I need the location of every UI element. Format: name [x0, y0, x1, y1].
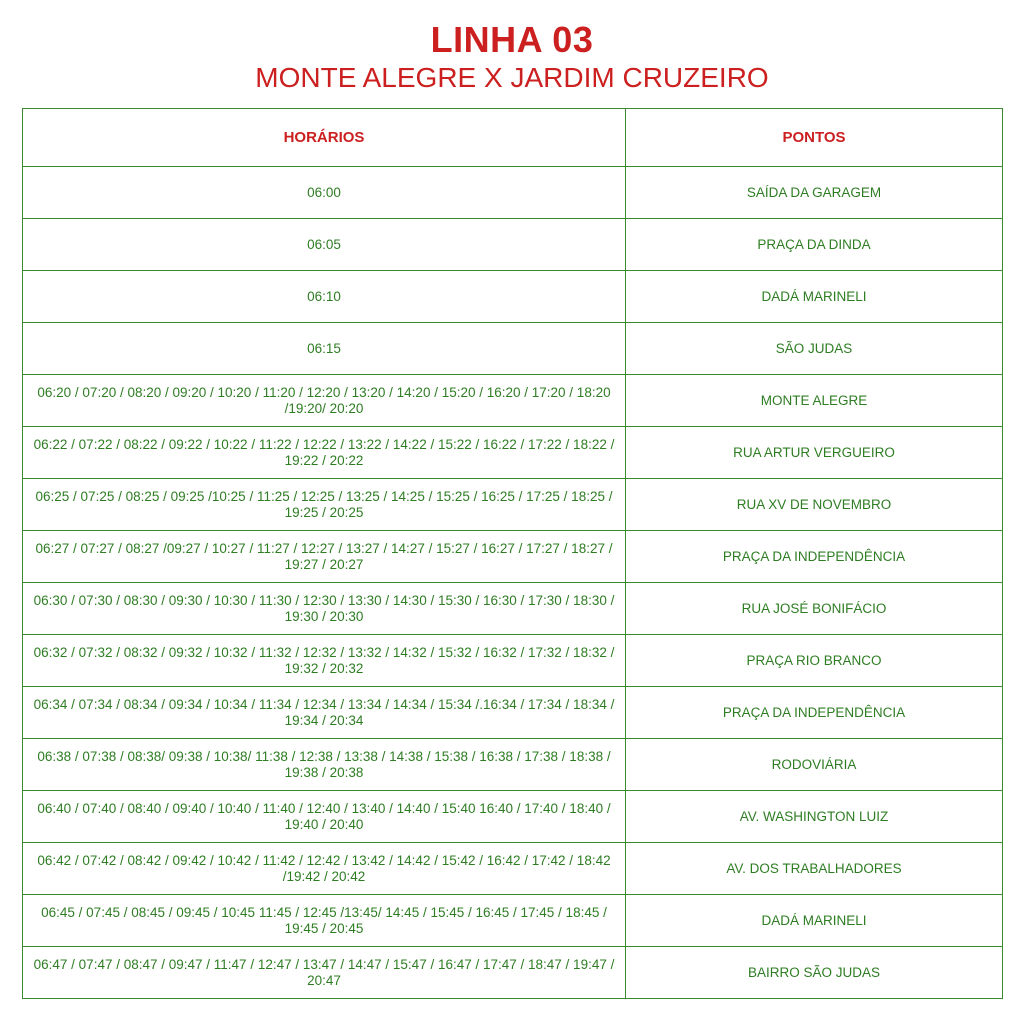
table-row: [23, 271, 1003, 323]
table-row: [23, 739, 1003, 791]
schedule-times-cell: [23, 843, 626, 895]
stop-name-cell: RODOVIÁRIA: [626, 739, 1003, 791]
table-row: [23, 219, 1003, 271]
stop-name-cell: RUA ARTUR VERGUEIRO: [626, 427, 1003, 479]
table-row: [23, 635, 1003, 687]
schedule-times: 06:45 / 07:45 / 08:45 / 09:45 / 10:45 11:45 / 12:45 /13:45/ 14:45 / 15:45 / 16:45 / 17:45 / 18:45 / 19:45 / 20:45: [41, 904, 607, 936]
schedule-times: 06:47 / 07:47 / 08:47 / 09:47 / 11:47 / 12:47 / 13:47 / 14:47 / 15:47 / 16:47 / 17:47 / 18:47 / 19:47 / 20:47: [33, 956, 615, 988]
stop-name-cell: PRAÇA RIO BRANCO: [626, 635, 1003, 687]
column-header-pontos: PONTOS: [626, 109, 1003, 167]
table-row: [23, 167, 1003, 219]
stop-name-cell: SÃO JUDAS: [626, 323, 1003, 375]
schedule-times-cell: [23, 687, 626, 739]
table-row: [23, 531, 1003, 583]
schedule-times-cell: [23, 323, 626, 375]
schedule-times-cell: [23, 635, 626, 687]
table-row: [23, 843, 1003, 895]
schedule-times-cell: [23, 375, 626, 427]
schedule-times-cell: [23, 427, 626, 479]
stop-name-cell: SAÍDA DA GARAGEM: [626, 167, 1003, 219]
schedule-times-cell: [23, 895, 626, 947]
schedule-times: 06:05: [307, 236, 341, 252]
schedule-times-cell: [23, 479, 626, 531]
table-body: [23, 167, 1003, 999]
stop-name-cell: PRAÇA DA DINDA: [626, 219, 1003, 271]
stop-name-cell: PRAÇA DA INDEPENDÊNCIA: [626, 531, 1003, 583]
table-row: [23, 791, 1003, 843]
stop-name-cell: AV. DOS TRABALHADORES: [626, 843, 1003, 895]
stop-name-cell: RUA XV DE NOVEMBRO: [626, 479, 1003, 531]
schedule-times-cell: [23, 739, 626, 791]
table-header-row: [23, 109, 1003, 167]
schedule-times-cell: [23, 531, 626, 583]
schedule-times-cell: [23, 947, 626, 999]
table-row: [23, 947, 1003, 999]
schedule-times: 06:22 / 07:22 / 08:22 / 09:22 / 10:22 / 11:22 / 12:22 / 13:22 / 14:22 / 15:22 / 16:22 / 17:22 / 18:22 / 19:22 / 20:22: [33, 436, 615, 468]
schedule-times: 06:25 / 07:25 / 08:25 / 09:25 /10:25 / 11:25 / 12:25 / 13:25 / 14:25 / 15:25 / 16:25 / 17:25 / 18:25 / 19:25 / 20:25: [35, 488, 613, 520]
stop-name-cell: RUA JOSÉ BONIFÁCIO: [626, 583, 1003, 635]
stop-name-cell: AV. WASHINGTON LUIZ: [626, 791, 1003, 843]
stop-name-cell: DADÁ MARINELI: [626, 271, 1003, 323]
route-subtitle: MONTE ALEGRE X JARDIM CRUZEIRO: [255, 62, 769, 93]
stop-name-cell: BAIRRO SÃO JUDAS: [626, 947, 1003, 999]
schedule-times-cell: [23, 583, 626, 635]
schedule-table: [22, 108, 1003, 999]
schedule-times: 06:27 / 07:27 / 08:27 /09:27 / 10:27 / 11:27 / 12:27 / 13:27 / 14:27 / 15:27 / 16:27 / 17:27 / 18:27 / 19:27 / 20:27: [35, 540, 613, 572]
table-row: [23, 375, 1003, 427]
schedule-times-cell: [23, 219, 626, 271]
table-row: [23, 895, 1003, 947]
table-row: [23, 583, 1003, 635]
table-row: [23, 687, 1003, 739]
schedule-times: 06:34 / 07:34 / 08:34 / 09:34 / 10:34 / 11:34 / 12:34 / 13:34 / 14:34 / 15:34 /.16:34 / 17:34 / 18:34 / 19:34 / 20:34: [33, 696, 615, 728]
schedule-times: 06:20 / 07:20 / 08:20 / 09:20 / 10:20 / 11:20 / 12:20 / 13:20 / 14:20 / 15:20 / 16:20 / 17:20 / 18:20 /19:20/ 20:20: [37, 384, 611, 416]
column-header-horarios: HORÁRIOS: [23, 109, 626, 167]
schedule-times-cell: [23, 791, 626, 843]
stop-name-cell: MONTE ALEGRE: [626, 375, 1003, 427]
schedule-times-cell: [23, 271, 626, 323]
schedule-times: 06:10: [307, 288, 341, 304]
table-row: [23, 323, 1003, 375]
schedule-times: 06:30 / 07:30 / 08:30 / 09:30 / 10:30 / 11:30 / 12:30 / 13:30 / 14:30 / 15:30 / 16:30 / 17:30 / 18:30 / 19:30 / 20:30: [33, 592, 615, 624]
schedule-times: 06:00: [307, 184, 341, 200]
schedule-times: 06:42 / 07:42 / 08:42 / 09:42 / 10:42 / 11:42 / 12:42 / 13:42 / 14:42 / 15:42 / 16:42 / 17:42 / 18:42 /19:42 / 20:42: [37, 852, 611, 884]
schedule-times: 06:32 / 07:32 / 08:32 / 09:32 / 10:32 / 11:32 / 12:32 / 13:32 / 14:32 / 15:32 / 16:32 / 17:32 / 18:32 / 19:32 / 20:32: [33, 644, 615, 676]
page-title: LINHA 03: [430, 19, 594, 60]
schedule-times: 06:38 / 07:38 / 08:38/ 09:38 / 10:38/ 11:38 / 12:38 / 13:38 / 14:38 / 15:38 / 16:38 / 17:38 / 18:38 / 19:38 / 20:38: [37, 748, 611, 780]
table-row: [23, 427, 1003, 479]
stop-name-cell: DADÁ MARINELI: [626, 895, 1003, 947]
schedule-times: 06:40 / 07:40 / 08:40 / 09:40 / 10:40 / 11:40 / 12:40 / 13:40 / 14:40 / 15:40 16:40 / 17:40 / 18:40 / 19:40 / 20:40: [37, 800, 611, 832]
stop-name-cell: PRAÇA DA INDEPENDÊNCIA: [626, 687, 1003, 739]
schedule-times: 06:15: [307, 340, 341, 356]
schedule-times-cell: [23, 167, 626, 219]
table-row: [23, 479, 1003, 531]
